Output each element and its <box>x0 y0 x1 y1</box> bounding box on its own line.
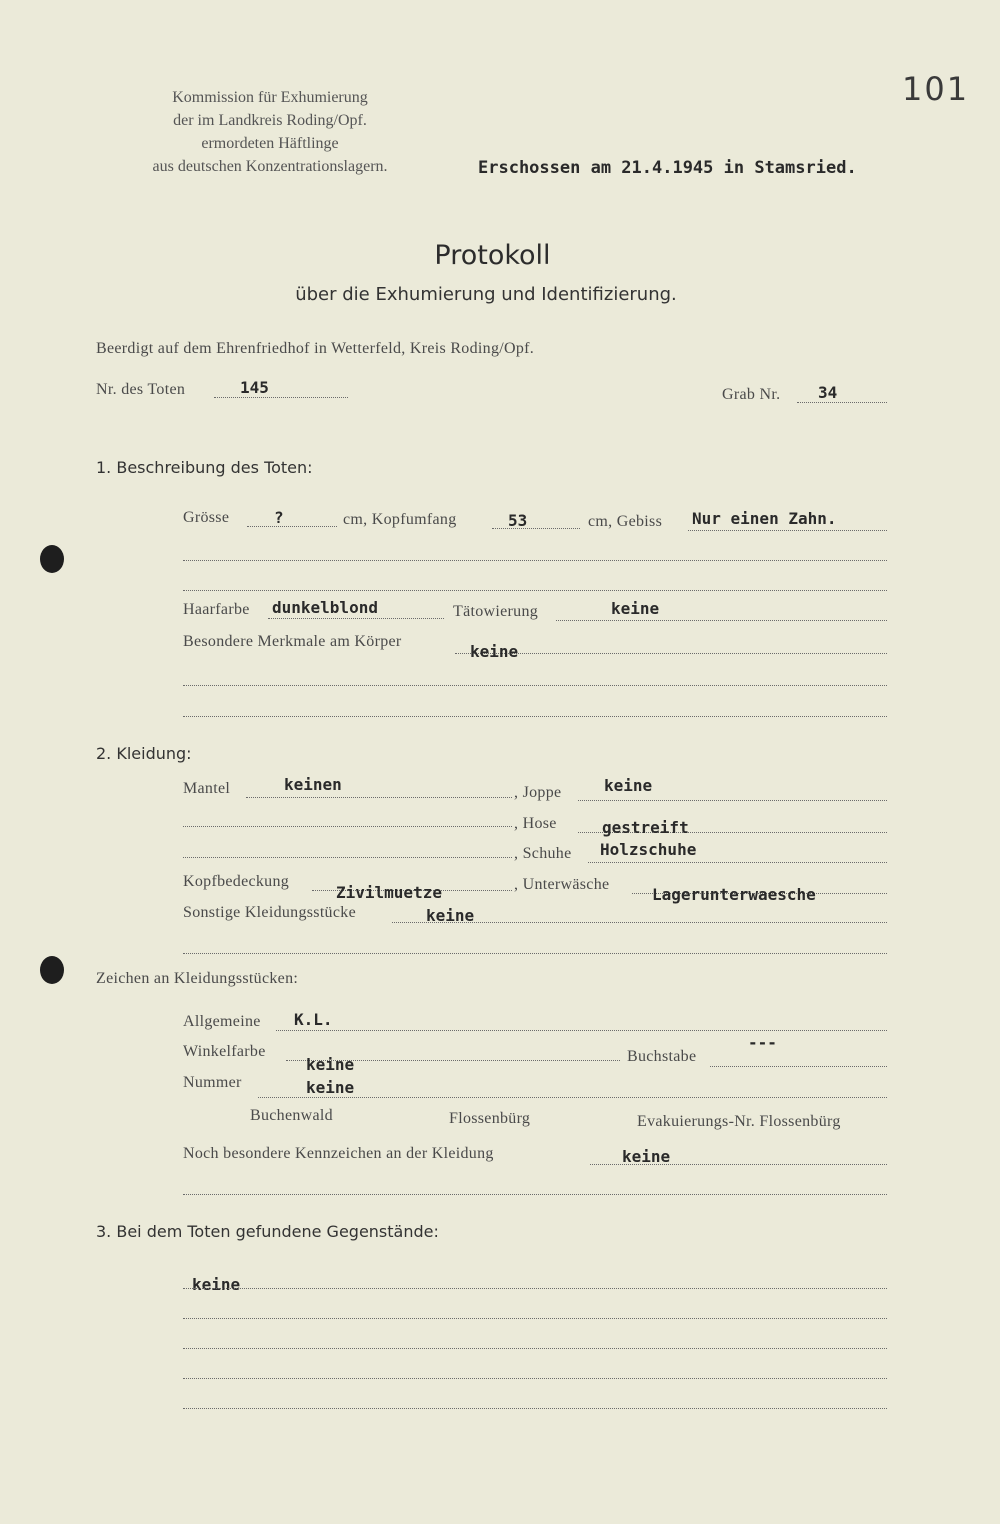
merkmale-value: keine <box>470 642 519 661</box>
nr-toten-value: 145 <box>240 378 269 397</box>
punch-hole-bottom <box>40 956 64 984</box>
buried-location: Beerdigt auf dem Ehrenfriedhof in Wetterfeld, Kreis Roding/Opf. <box>96 340 535 357</box>
kopfumfang-value: 53 <box>508 511 528 530</box>
kopfbedeckung-value: Zivilmuetze <box>336 883 442 902</box>
grab-value: 34 <box>818 383 838 402</box>
grab-label: Grab Nr. <box>722 386 781 403</box>
commission-line-4: aus deutschen Konzentrationslagern. <box>152 158 388 175</box>
nr-toten-label: Nr. des Toten <box>96 381 186 398</box>
column-evakuierung: Evakuierungs-Nr. Flossenbürg <box>637 1113 841 1130</box>
schuhe-value: Holzschuhe <box>600 840 697 859</box>
sonstige-label: Sonstige Kleidungsstücke <box>183 904 356 921</box>
joppe-label: , Joppe <box>514 784 562 801</box>
taetowierung-label: Tätowierung <box>453 603 539 620</box>
page-number: 101 <box>902 70 970 108</box>
gebiss-label: cm, Gebiss <box>588 513 663 530</box>
winkelfarbe-label: Winkelfarbe <box>183 1043 266 1060</box>
sonstige-value: keine <box>426 906 475 925</box>
nummer-value: keine <box>306 1078 355 1097</box>
section-2-heading: 2. Kleidung: <box>96 744 192 763</box>
section-3-value: keine <box>192 1275 241 1294</box>
mantel-label: Mantel <box>183 780 231 797</box>
section-3-heading: 3. Bei dem Toten gefundene Gegenstände: <box>96 1222 439 1241</box>
commission-line-1: Kommission für Exhumierung <box>172 89 368 106</box>
section-1-heading: 1. Beschreibung des Toten: <box>96 458 313 477</box>
allgemeine-value: K.L. <box>294 1010 333 1029</box>
commission-header <box>100 86 440 178</box>
joppe-value: keine <box>604 776 653 795</box>
unterwaesche-value: Lagerunterwaesche <box>652 885 816 904</box>
groesse-label: Grösse <box>183 509 230 526</box>
mantel-value: keinen <box>284 775 342 794</box>
noch-label: Noch besondere Kennzeichen an der Kleidung <box>183 1145 494 1162</box>
winkelfarbe-value: keine <box>306 1055 355 1074</box>
unterwaesche-label: , Unterwäsche <box>514 876 610 893</box>
noch-value: keine <box>622 1147 671 1166</box>
hose-value: gestreift <box>602 818 689 837</box>
buchstabe-value: --- <box>748 1033 777 1052</box>
hose-label: , Hose <box>514 815 557 832</box>
zeichen-heading: Zeichen an Kleidungsstücken: <box>96 970 299 987</box>
taetowierung-value: keine <box>611 599 660 618</box>
nummer-label: Nummer <box>183 1074 242 1091</box>
commission-line-3: ermordeten Häftlinge <box>201 135 339 152</box>
haarfarbe-label: Haarfarbe <box>183 601 250 618</box>
groesse-value: ? <box>274 508 284 527</box>
schuhe-label: , Schuhe <box>514 845 572 862</box>
shot-note: Erschossen am 21.4.1945 in Stamsried. <box>478 158 857 178</box>
column-flossenbuerg: Flossenbürg <box>449 1110 531 1127</box>
merkmale-label: Besondere Merkmale am Körper <box>183 633 402 650</box>
column-buchenwald: Buchenwald <box>250 1107 333 1124</box>
punch-hole-top <box>40 545 64 573</box>
page-subtitle: über die Exhumierung und Identifizierung. <box>295 284 677 305</box>
page-title: Protokoll <box>434 240 551 271</box>
kopfbedeckung-label: Kopfbedeckung <box>183 873 290 890</box>
kopfumfang-label: cm, Kopfumfang <box>343 511 457 528</box>
buchstabe-label: Buchstabe <box>627 1048 697 1065</box>
gebiss-value: Nur einen Zahn. <box>692 509 837 528</box>
commission-line-2: der im Landkreis Roding/Opf. <box>173 112 367 129</box>
allgemeine-label: Allgemeine <box>183 1013 261 1030</box>
haarfarbe-value: dunkelblond <box>272 598 378 617</box>
